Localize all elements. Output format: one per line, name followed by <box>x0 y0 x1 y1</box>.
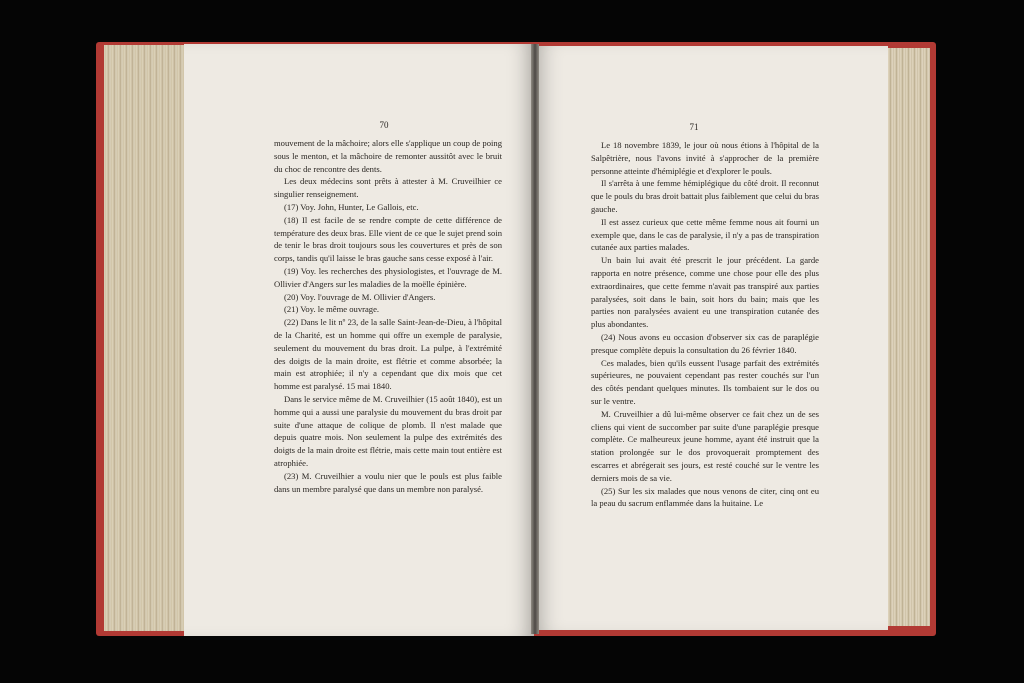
paragraph: (25) Sur les six malades que nous venons de citer, cinq ont eu la peau du sacrum enflammée dans la huitaine. Le <box>591 485 819 509</box>
paragraph: (17) Voy. John, Hunter, Le Gallois, etc. <box>284 201 419 212</box>
paragraph: Le 18 novembre 1839, le jour où nous étions à l'hôpital de la Salpêtrière, nous l'avons invité à s'approcher de la première personne atteinte d'hémiplégie et d'explorer le pouls. <box>591 140 819 176</box>
paragraph: (18) Il est facile de se rendre compte de cette différence de température des deux bras. Elle vient de ce que le sujet prend soin de tenir le bras droit toujours sous les couvertures et près de son corps, tandis qu'il laisse le bras gauche sans cesse exposé à l'air. <box>274 214 502 264</box>
paragraph: Ces malades, bien qu'ils eussent l'usage parfait des extrémités supérieures, ne pouvaient cependant pas rester couchés sur l'un des côtés pendant quelques minutes. Ils tombaient sur le dos ou sur le ventre. <box>591 357 819 406</box>
paragraph: Dans le service même de M. Cruveilhier (15 août 1840), est un homme qui a aussi une paralysie du mouvement du bras droit par suite d'une attaque de colique de plomb. Il n'est malade que depuis quatre mois. Non seulement la pulpe des extrémités des doigts de la main droite est flétrie, mais cette main tout entière est atrophiée. <box>274 393 502 468</box>
page-text <box>591 139 819 510</box>
right-page <box>536 46 888 630</box>
paragraph: (21) Voy. le même ouvrage. <box>284 304 380 315</box>
paragraph: mouvement de la mâchoire; alors elle s'applique un coup de poing sous le menton, et la mâchoire de remonter aussitôt avec le bruit du choc de rencontre des dents. <box>274 138 502 174</box>
page-number: 71 <box>689 122 699 132</box>
paragraph: M. Cruveilhier a dû lui-même observer ce fait chez un de ses cliens qui vient de succomber par suite d'une paraplégie presque complète. Ce malheureux jeune homme, ayant été instruit que la station prolongée sur le dos provoquerait promptement des escarres et abrégerait ses jours, est resté couché sur le ventre les derniers mois de sa vie. <box>591 408 819 483</box>
page-text <box>274 137 502 495</box>
paragraph: (22) Dans le lit nº 23, de la salle Saint-Jean-de-Dieu, à l'hôpital de la Charité, est un homme qui offre un exemple de paralysie, seulement du mouvement du bras droit. La pulpe, à l'extrémité des doigts de la main droite, est flétrie et comme absorbée; la main est atrophiée; il n'y a cependant que dix mois que cet homme est paralysé. 15 mai 1840. <box>274 317 502 392</box>
page-number: 70 <box>379 120 389 130</box>
book-gutter <box>531 44 539 634</box>
paragraph: Les deux médecins sont prêts à attester à M. Cruveilhier ce singulier renseignement. <box>274 176 502 200</box>
paragraph: Un bain lui avait été prescrit le jour précédent. La garde rapporta en notre présence, comme une chose pour elle des plus extraordinaires, que cette femme n'avait pas transpiré aux parties paralysées, soit dans le bain, soit hors du bain; mais que les parties non paralysées avaient eu une transpiration cutanée des plus abondantes. <box>591 255 819 330</box>
paragraph: Il est assez curieux que cette même femme nous ait fourni un exemple que, dans le cas de paralysie, il n'y a pas de transpiration cutanée aux parties malades. <box>591 216 819 253</box>
paragraph: (24) Nous avons eu occasion d'observer six cas de paraplégie presque complète depuis la consultation du 26 février 1840. <box>591 331 819 355</box>
paragraph: (19) Voy. les recherches des physiologistes, et l'ouvrage de M. Ollivier d'Angers sur les maladies de la moëlle épinière. <box>274 265 502 289</box>
page-edges-left <box>104 45 186 631</box>
paragraph: Il s'arrêta à une femme hémiplégique du côté droit. Il reconnut que le pouls du bras droit battait plus faiblement que celui du bras gauche. <box>591 178 819 214</box>
page-edges-right <box>886 48 930 626</box>
paragraph: (20) Voy. l'ouvrage de M. Ollivier d'Angers. <box>284 291 436 302</box>
paragraph: (23) M. Cruveilhier a voulu nier que le pouls est plus faible dans un membre paralysé que dans un membre non paralysé. <box>274 470 502 494</box>
left-page <box>184 44 534 636</box>
